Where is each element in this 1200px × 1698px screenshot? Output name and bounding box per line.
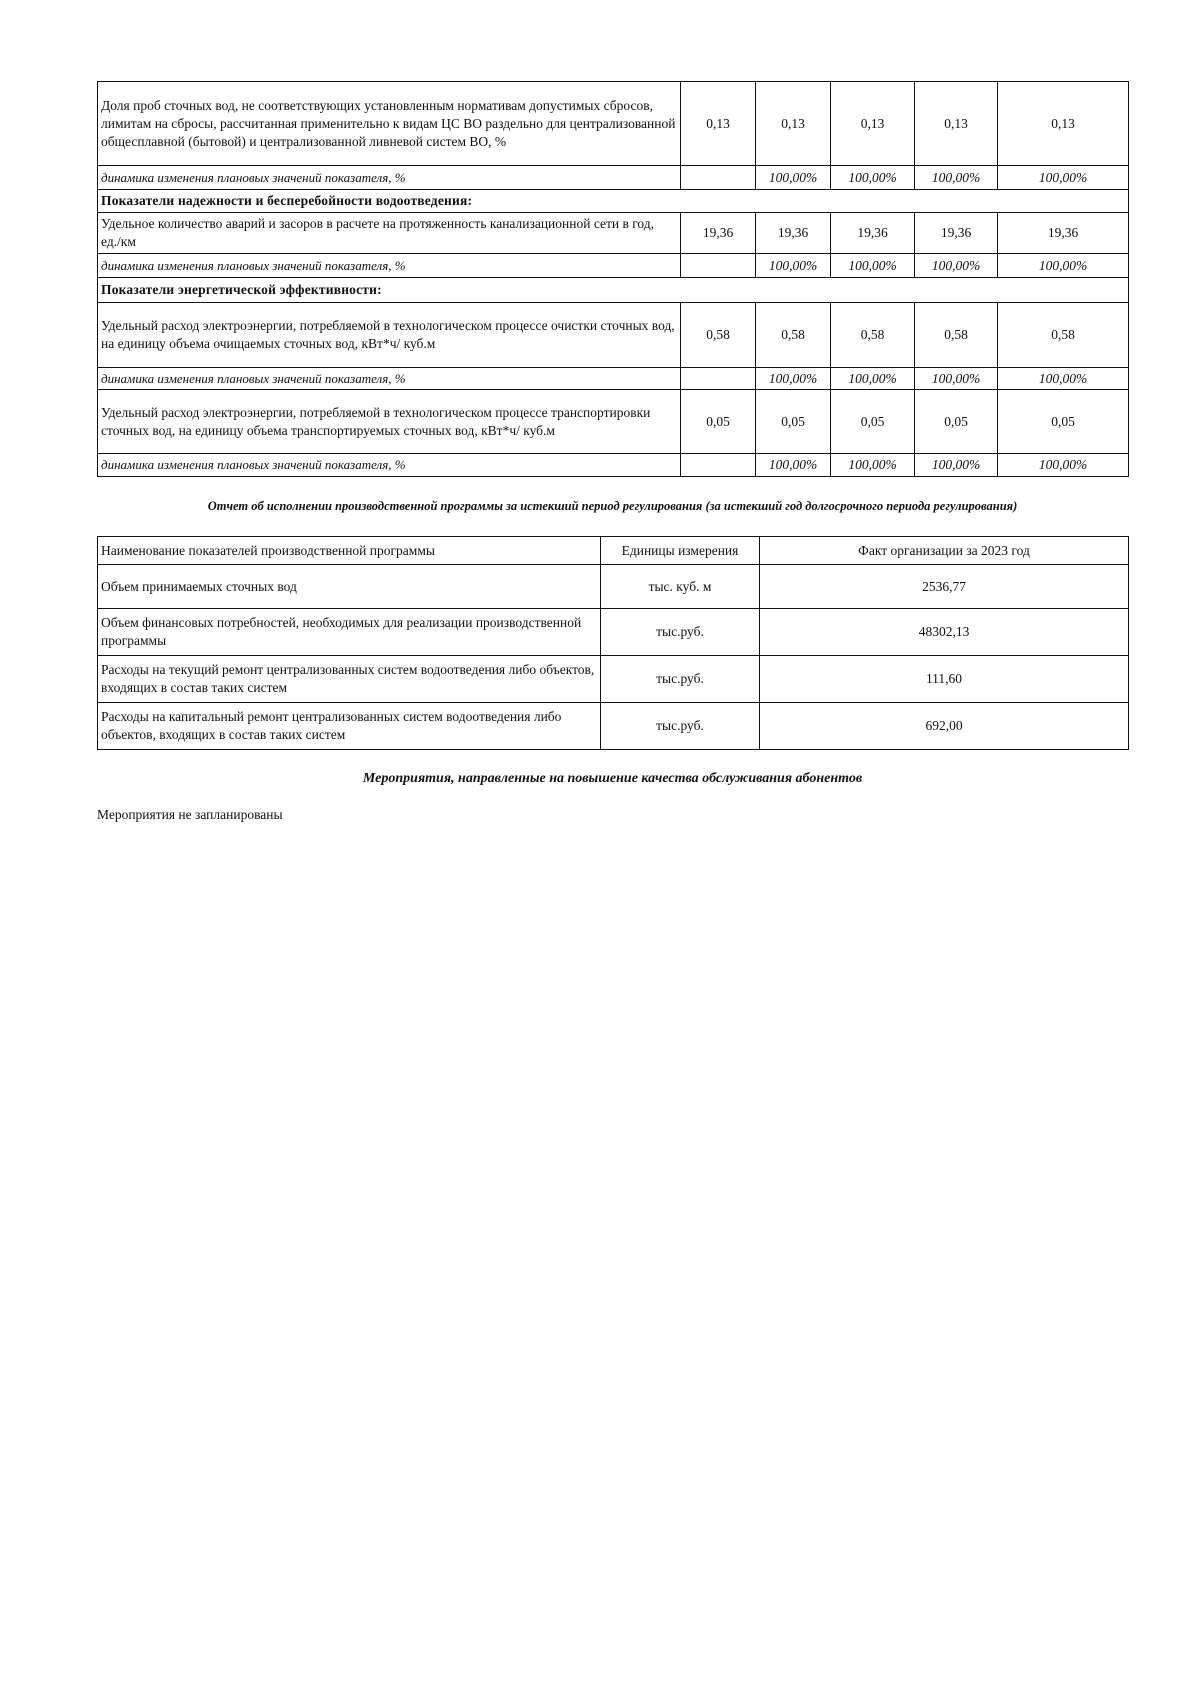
value-cell: 0,58 bbox=[831, 303, 915, 368]
value-cell: 48302,13 bbox=[760, 609, 1129, 656]
table-header-row bbox=[98, 537, 1129, 565]
value-cell: 0,58 bbox=[756, 303, 831, 368]
value-cell bbox=[681, 454, 756, 477]
table-row bbox=[98, 254, 1129, 278]
row-label: динамика изменения плановых значений показателя, % bbox=[98, 166, 681, 190]
value-cell: 100,00% bbox=[831, 254, 915, 278]
value-cell: 100,00% bbox=[998, 166, 1129, 190]
section-header-row bbox=[98, 278, 1129, 303]
value-cell: 100,00% bbox=[756, 368, 831, 390]
section-title: Показатели надежности и бесперебойности водоотведения: bbox=[98, 190, 1129, 213]
value-cell: 19,36 bbox=[998, 213, 1129, 254]
value-cell: 0,05 bbox=[681, 390, 756, 454]
table-row bbox=[98, 454, 1129, 477]
report-table bbox=[97, 536, 1129, 750]
value-cell: 100,00% bbox=[915, 254, 998, 278]
row-label: Объем принимаемых сточных вод bbox=[98, 565, 601, 609]
table-row bbox=[98, 656, 1129, 703]
table-row bbox=[98, 213, 1129, 254]
indicators-table bbox=[97, 81, 1129, 477]
row-label: Удельный расход электроэнергии, потребляемой в технологическом процессе транспортировки сточных вод, на единицу объема транспортируемых сточных вод, кВт*ч/ куб.м bbox=[98, 390, 681, 454]
value-cell: 0,13 bbox=[915, 82, 998, 166]
value-cell bbox=[681, 166, 756, 190]
section-header-row bbox=[98, 190, 1129, 213]
value-cell: 0,05 bbox=[998, 390, 1129, 454]
value-cell: 100,00% bbox=[915, 166, 998, 190]
measures-title: Мероприятия, направленные на повышение качества обслуживания абонентов bbox=[362, 771, 863, 786]
row-label: Удельный расход электроэнергии, потребляемой в технологическом процессе очистки сточных вод, на единицу объема очищаемых сточных вод, кВт*ч/ куб.м bbox=[98, 303, 681, 368]
row-label: динамика изменения плановых значений показателя, % bbox=[98, 368, 681, 390]
row-label: Удельное количество аварий и засоров в расчете на протяженность канализационной сети в год, ед./км bbox=[98, 213, 681, 254]
value-cell: 0,13 bbox=[831, 82, 915, 166]
value-cell bbox=[681, 254, 756, 278]
value-cell: 0,05 bbox=[831, 390, 915, 454]
table-row bbox=[98, 303, 1129, 368]
table-row bbox=[98, 82, 1129, 166]
section-title: Показатели энергетической эффективности: bbox=[98, 278, 1129, 303]
value-cell: 0,58 bbox=[681, 303, 756, 368]
value-cell: 100,00% bbox=[756, 454, 831, 477]
value-cell: 100,00% bbox=[915, 454, 998, 477]
unit-cell: тыс.руб. bbox=[601, 656, 760, 703]
table-row bbox=[98, 166, 1129, 190]
column-header: Наименование показателей производственной программы bbox=[98, 537, 601, 565]
row-label: Доля проб сточных вод, не соответствующих установленным нормативам допустимых сбросов, лимитам на сбросы, рассчитанная применительно к видам ЦС ВО раздельно для централизованной общесплавной (бытовой) и централизованной ливневой систем ВО, % bbox=[98, 82, 681, 166]
table-row bbox=[98, 609, 1129, 656]
measures-text: Мероприятия не запланированы bbox=[97, 807, 283, 822]
row-label: динамика изменения плановых значений показателя, % bbox=[98, 454, 681, 477]
value-cell: 100,00% bbox=[831, 166, 915, 190]
value-cell: 100,00% bbox=[831, 368, 915, 390]
value-cell: 19,36 bbox=[915, 213, 998, 254]
value-cell: 100,00% bbox=[998, 454, 1129, 477]
value-cell: 100,00% bbox=[998, 368, 1129, 390]
value-cell: 19,36 bbox=[681, 213, 756, 254]
value-cell: 0,58 bbox=[998, 303, 1129, 368]
unit-cell: тыс.руб. bbox=[601, 609, 760, 656]
table-row bbox=[98, 368, 1129, 390]
value-cell bbox=[681, 368, 756, 390]
value-cell: 2536,77 bbox=[760, 565, 1129, 609]
value-cell: 19,36 bbox=[756, 213, 831, 254]
report-title: Отчет об исполнении производственной программы за истекший период регулирования (за истекший год долгосрочного периода регулирования) bbox=[207, 499, 1018, 513]
row-label: Расходы на текущий ремонт централизованных систем водоотведения либо объектов, входящих в состав таких систем bbox=[98, 656, 601, 703]
column-header: Единицы измерения bbox=[601, 537, 760, 565]
value-cell: 692,00 bbox=[760, 703, 1129, 750]
row-label: Объем финансовых потребностей, необходимых для реализации производственной программы bbox=[98, 609, 601, 656]
value-cell: 111,60 bbox=[760, 656, 1129, 703]
value-cell: 0,05 bbox=[915, 390, 998, 454]
value-cell: 100,00% bbox=[756, 166, 831, 190]
value-cell: 0,13 bbox=[998, 82, 1129, 166]
value-cell: 0,13 bbox=[756, 82, 831, 166]
unit-cell: тыс. куб. м bbox=[601, 565, 760, 609]
value-cell: 100,00% bbox=[831, 454, 915, 477]
row-label: Расходы на капитальный ремонт централизованных систем водоотведения либо объектов, входящих в состав таких систем bbox=[98, 703, 601, 750]
table-row bbox=[98, 565, 1129, 609]
value-cell: 100,00% bbox=[756, 254, 831, 278]
value-cell: 19,36 bbox=[831, 213, 915, 254]
table-row bbox=[98, 703, 1129, 750]
value-cell: 100,00% bbox=[915, 368, 998, 390]
unit-cell: тыс.руб. bbox=[601, 703, 760, 750]
table-row bbox=[98, 390, 1129, 454]
row-label: динамика изменения плановых значений показателя, % bbox=[98, 254, 681, 278]
value-cell: 0,05 bbox=[756, 390, 831, 454]
value-cell: 100,00% bbox=[998, 254, 1129, 278]
value-cell: 0,58 bbox=[915, 303, 998, 368]
column-header: Факт организации за 2023 год bbox=[760, 537, 1129, 565]
value-cell: 0,13 bbox=[681, 82, 756, 166]
